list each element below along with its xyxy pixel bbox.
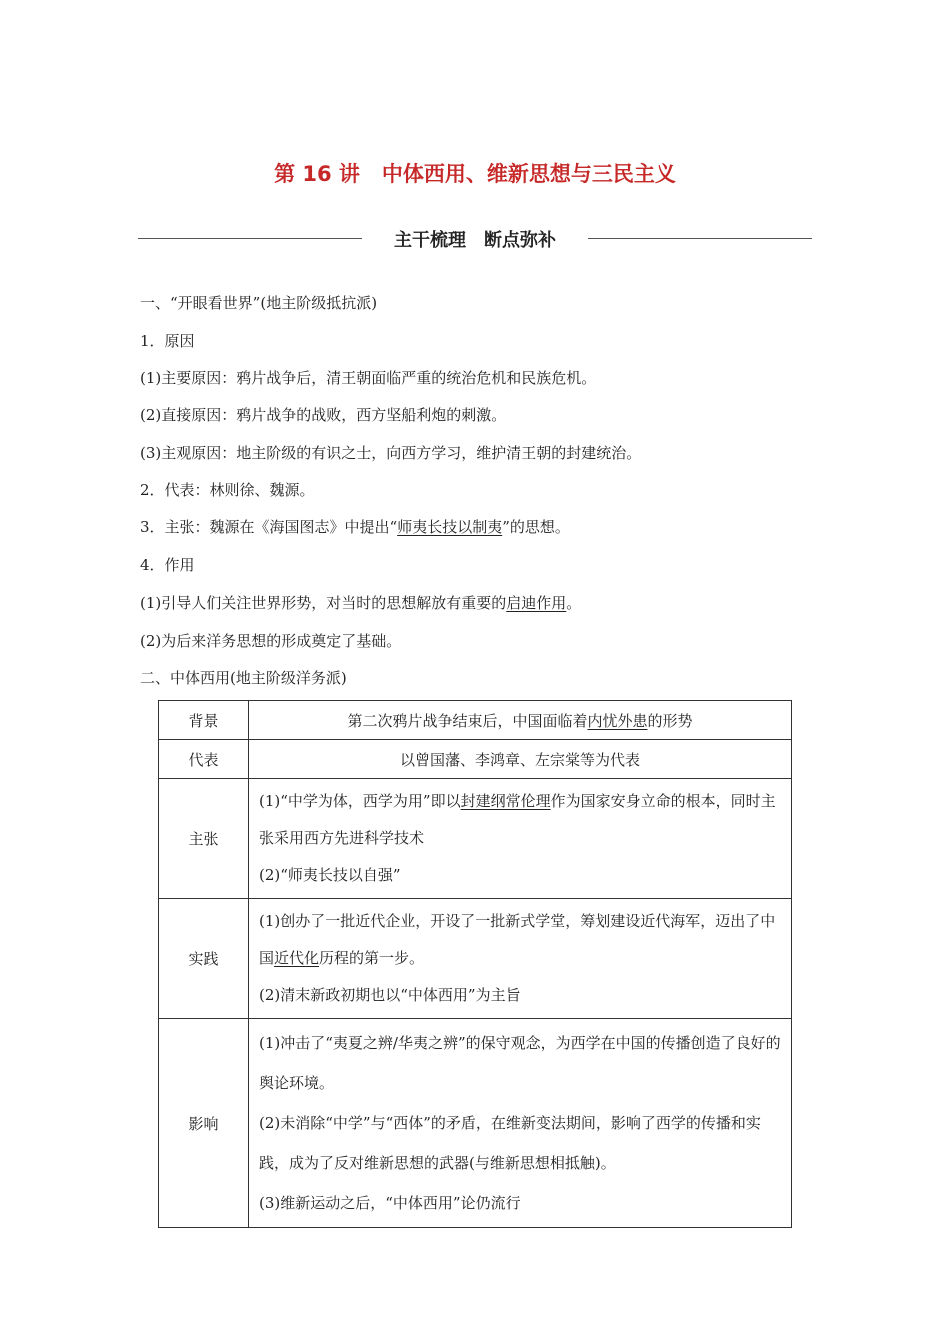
section-header-part2: 断点弥补 — [484, 230, 556, 251]
table-row — [159, 779, 792, 899]
influence-cell — [249, 1019, 792, 1228]
proposal-item-1-text: (1)“中学为体，西学为用”即以 — [259, 792, 461, 810]
section1-heading: 一、“开眼看世界”(地主阶级抵抗派) — [140, 294, 378, 312]
effect-1 — [140, 592, 581, 613]
section-header-part1: 主干梳理 — [394, 230, 466, 251]
proposal-item-1-key-term: 封建纲常伦理 — [460, 792, 551, 810]
proposal-item-1 — [259, 783, 783, 857]
row-label-background: 背景 — [159, 701, 249, 740]
row-label-influence: 影响 — [159, 1019, 249, 1228]
proposal-cell — [249, 779, 792, 899]
cause-main: (1)主要原因：鸦片战争后，清王朝面临严重的统治危机和民族危机。 — [140, 369, 597, 387]
practice-item-1-text-end: 历程的第一步。 — [319, 949, 425, 967]
section-header — [138, 226, 812, 252]
proposal-text: 3．主张：魏源在《海国图志》中提出“ — [140, 518, 398, 536]
lecture-title — [0, 158, 950, 188]
practice-item-1 — [259, 903, 783, 977]
background-text: 第二次鸦片战争结束后，中国面临着 — [347, 711, 588, 730]
representatives: 2．代表：林则徐、魏源。 — [140, 481, 315, 499]
practice-cell — [249, 899, 792, 1019]
practice-item-1-text: (1)创办了一批近代企业，开设了一批新式学堂，筹划建设近代海军，迈出了中国 — [259, 912, 776, 967]
influence-item-2: (2)未消除“中学”与“西体”的矛盾，在维新变法期间，影响了西学的传播和实践，成为了反对维新思想的武器(与维新思想相抵触)。 — [259, 1114, 761, 1172]
cause-heading: 1．原因 — [140, 332, 195, 350]
section-header-text — [138, 226, 812, 252]
table-row — [159, 701, 792, 740]
background-key-term: 内忧外患 — [587, 711, 648, 730]
effect-1-text: (1)引导人们关注世界形势，对当时的思想解放有重要的 — [140, 594, 507, 612]
effect-1-text-end: 。 — [566, 594, 582, 612]
background-cell — [249, 701, 792, 740]
proposal-item-1-text-end: 作为国家安身立命的根本，同时主张采用西方先进科学技术 — [259, 792, 776, 847]
lecture-number: 第 16 讲 — [274, 162, 360, 186]
practice-item-2: (2)清末新政初期也以“中体西用”为主旨 — [259, 986, 521, 1004]
effect-2: (2)为后来洋务思想的形成奠定了基础。 — [140, 632, 402, 650]
lecture-topic: 中体西用、维新思想与三民主义 — [381, 162, 676, 186]
table-row — [159, 899, 792, 1019]
representatives-cell: 以曾国藩、李鸿章、左宗棠等为代表 — [249, 740, 792, 779]
effect-1-key-term: 启迪作用 — [506, 594, 567, 612]
influence-item-1: (1)冲击了“夷夏之辨/华夷之辨”的保守观念，为西学在中国的传播创造了良好的舆论环境。 — [259, 1034, 781, 1092]
row-label-proposal: 主张 — [159, 779, 249, 899]
proposal — [140, 516, 570, 537]
influence-item-3: (3)维新运动之后，“中体西用”论仍流行 — [259, 1194, 521, 1212]
background-text-end: 的形势 — [647, 711, 693, 730]
table-row — [159, 1019, 792, 1228]
table-row — [159, 740, 792, 779]
row-label-practice: 实践 — [159, 899, 249, 1019]
practice-item-1-key-term: 近代化 — [274, 949, 320, 967]
section2-heading: 二、中体西用(地主阶级洋务派) — [140, 669, 347, 687]
header-rule-right — [588, 238, 812, 239]
cause-direct: (2)直接原因：鸦片战争的战败，西方坚船利炮的刺激。 — [140, 406, 507, 424]
proposal-item-2: (2)“师夷长技以自强” — [259, 866, 401, 884]
proposal-key-term: 师夷长技以制夷 — [397, 518, 503, 536]
zhongti-xiyong-table — [158, 700, 792, 1228]
effect-heading: 4．作用 — [140, 556, 195, 574]
proposal-text-end: ”的思想。 — [502, 518, 570, 536]
row-label-representatives: 代表 — [159, 740, 249, 779]
cause-subjective: (3)主观原因：地主阶级的有识之士，向西方学习，维护清王朝的封建统治。 — [140, 444, 642, 462]
